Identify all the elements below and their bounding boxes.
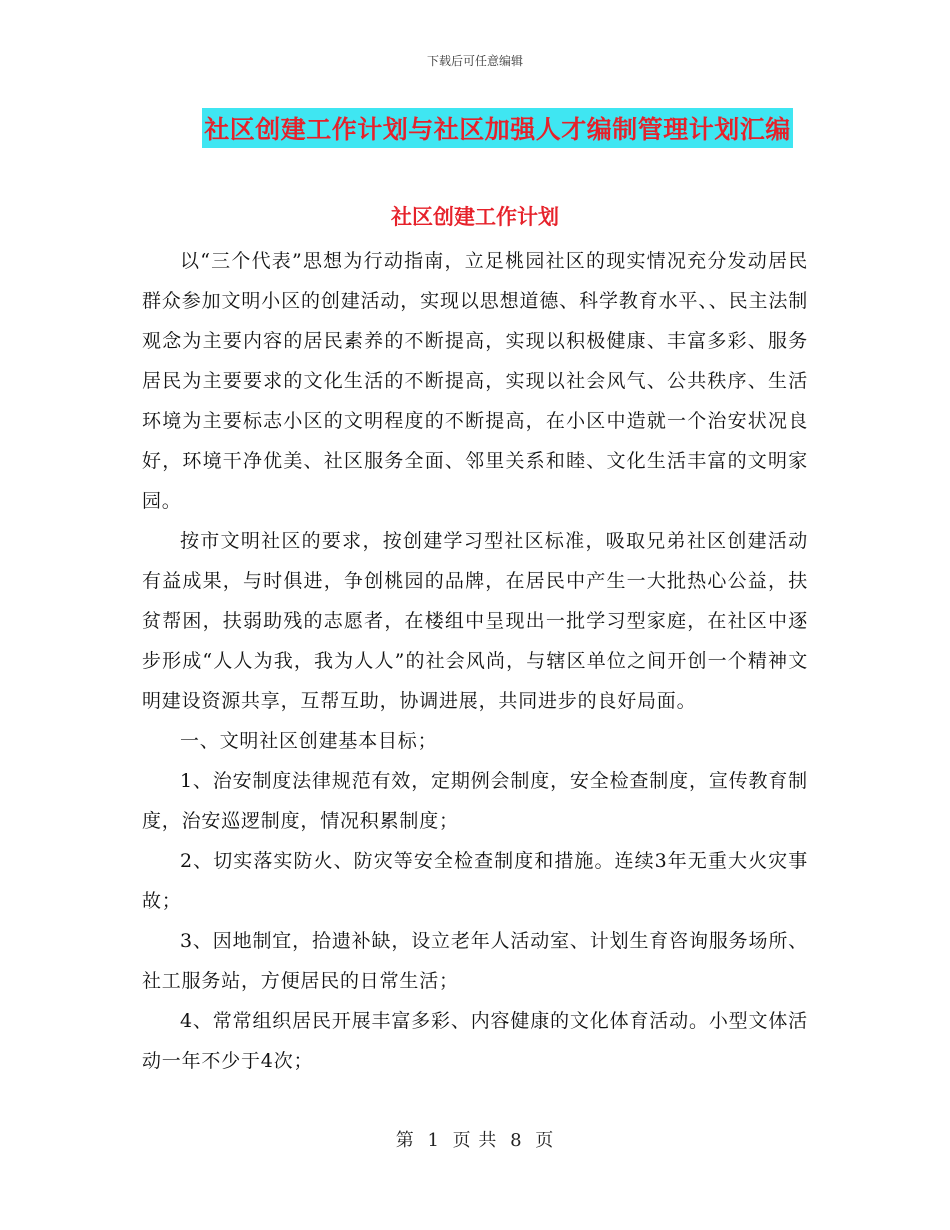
footer-page-number: 1	[427, 1130, 440, 1151]
header-note: 下载后可任意编辑	[426, 54, 523, 68]
footer-suffix: 页	[535, 1130, 555, 1151]
body-paragraph: 以“三个代表”思想为行动指南，立足桃园社区的现实情况充分发动居民群众参加文明小区的创建活动，实现以思想道德、科学教育水平、、民主法制观念为主要内容的居民素养的不断提高，实现以积极健康、丰富多彩、服务居民为主要要求的文化生活的不断提高，实现以社会风气、公共秩序、生活环境为主要标志小区的文明程度的不断提高，在小区中造就一个治安状况良好，环境干净优美、社区服务全面、邻里关系和睦、文化生活丰富的文明家园。	[142, 250, 808, 512]
body-paragraph: 按市文明社区的要求，按创建学习型社区标准，吸取兄弟社区创建活动有益成果，与时俱进，争创桃园的品牌，在居民中产生一大批热心公益，扶贫帮困，扶弱助残的志愿者，在楼组中呈现出一批学习型家庭，在社区中逐步形成“人人为我，我为人人”的社会风尚，与辖区单位之间开创一个精神文明建设资源共享，互帮互助，协调进展，共同进步的良好局面。	[142, 530, 808, 712]
footer-middle: 页 共	[452, 1130, 498, 1151]
list-heading: 一、文明社区创建基本目标；	[180, 730, 438, 752]
footer-total-pages: 8	[510, 1130, 523, 1151]
list-item: 1、治安制度法律规范有效，定期例会制度，安全检查制度，宣传教育制度，治安巡逻制度，情况积累制度；	[142, 770, 808, 832]
document-title-container	[0, 108, 950, 148]
page-footer	[0, 1126, 950, 1152]
document-body	[142, 241, 808, 1081]
list-item: 2、切实落实防火、防灾等安全检查制度和措施。连续3年无重大火灾事故；	[142, 850, 808, 912]
list-item: 3、因地制宜，拾遗补缺，设立老年人活动室、计划生育咨询服务场所、社工服务站，方便居民的日常生活；	[142, 930, 808, 992]
document-title: 社区创建工作计划与社区加强人才编制管理计划汇编	[202, 108, 793, 148]
list-item: 4、常常组织居民开展丰富多彩、内容健康的文化体育活动。小型文体活动一年不少于4次；	[142, 1010, 808, 1072]
section-title: 社区创建工作计划	[391, 205, 559, 229]
footer-prefix: 第	[395, 1130, 415, 1151]
